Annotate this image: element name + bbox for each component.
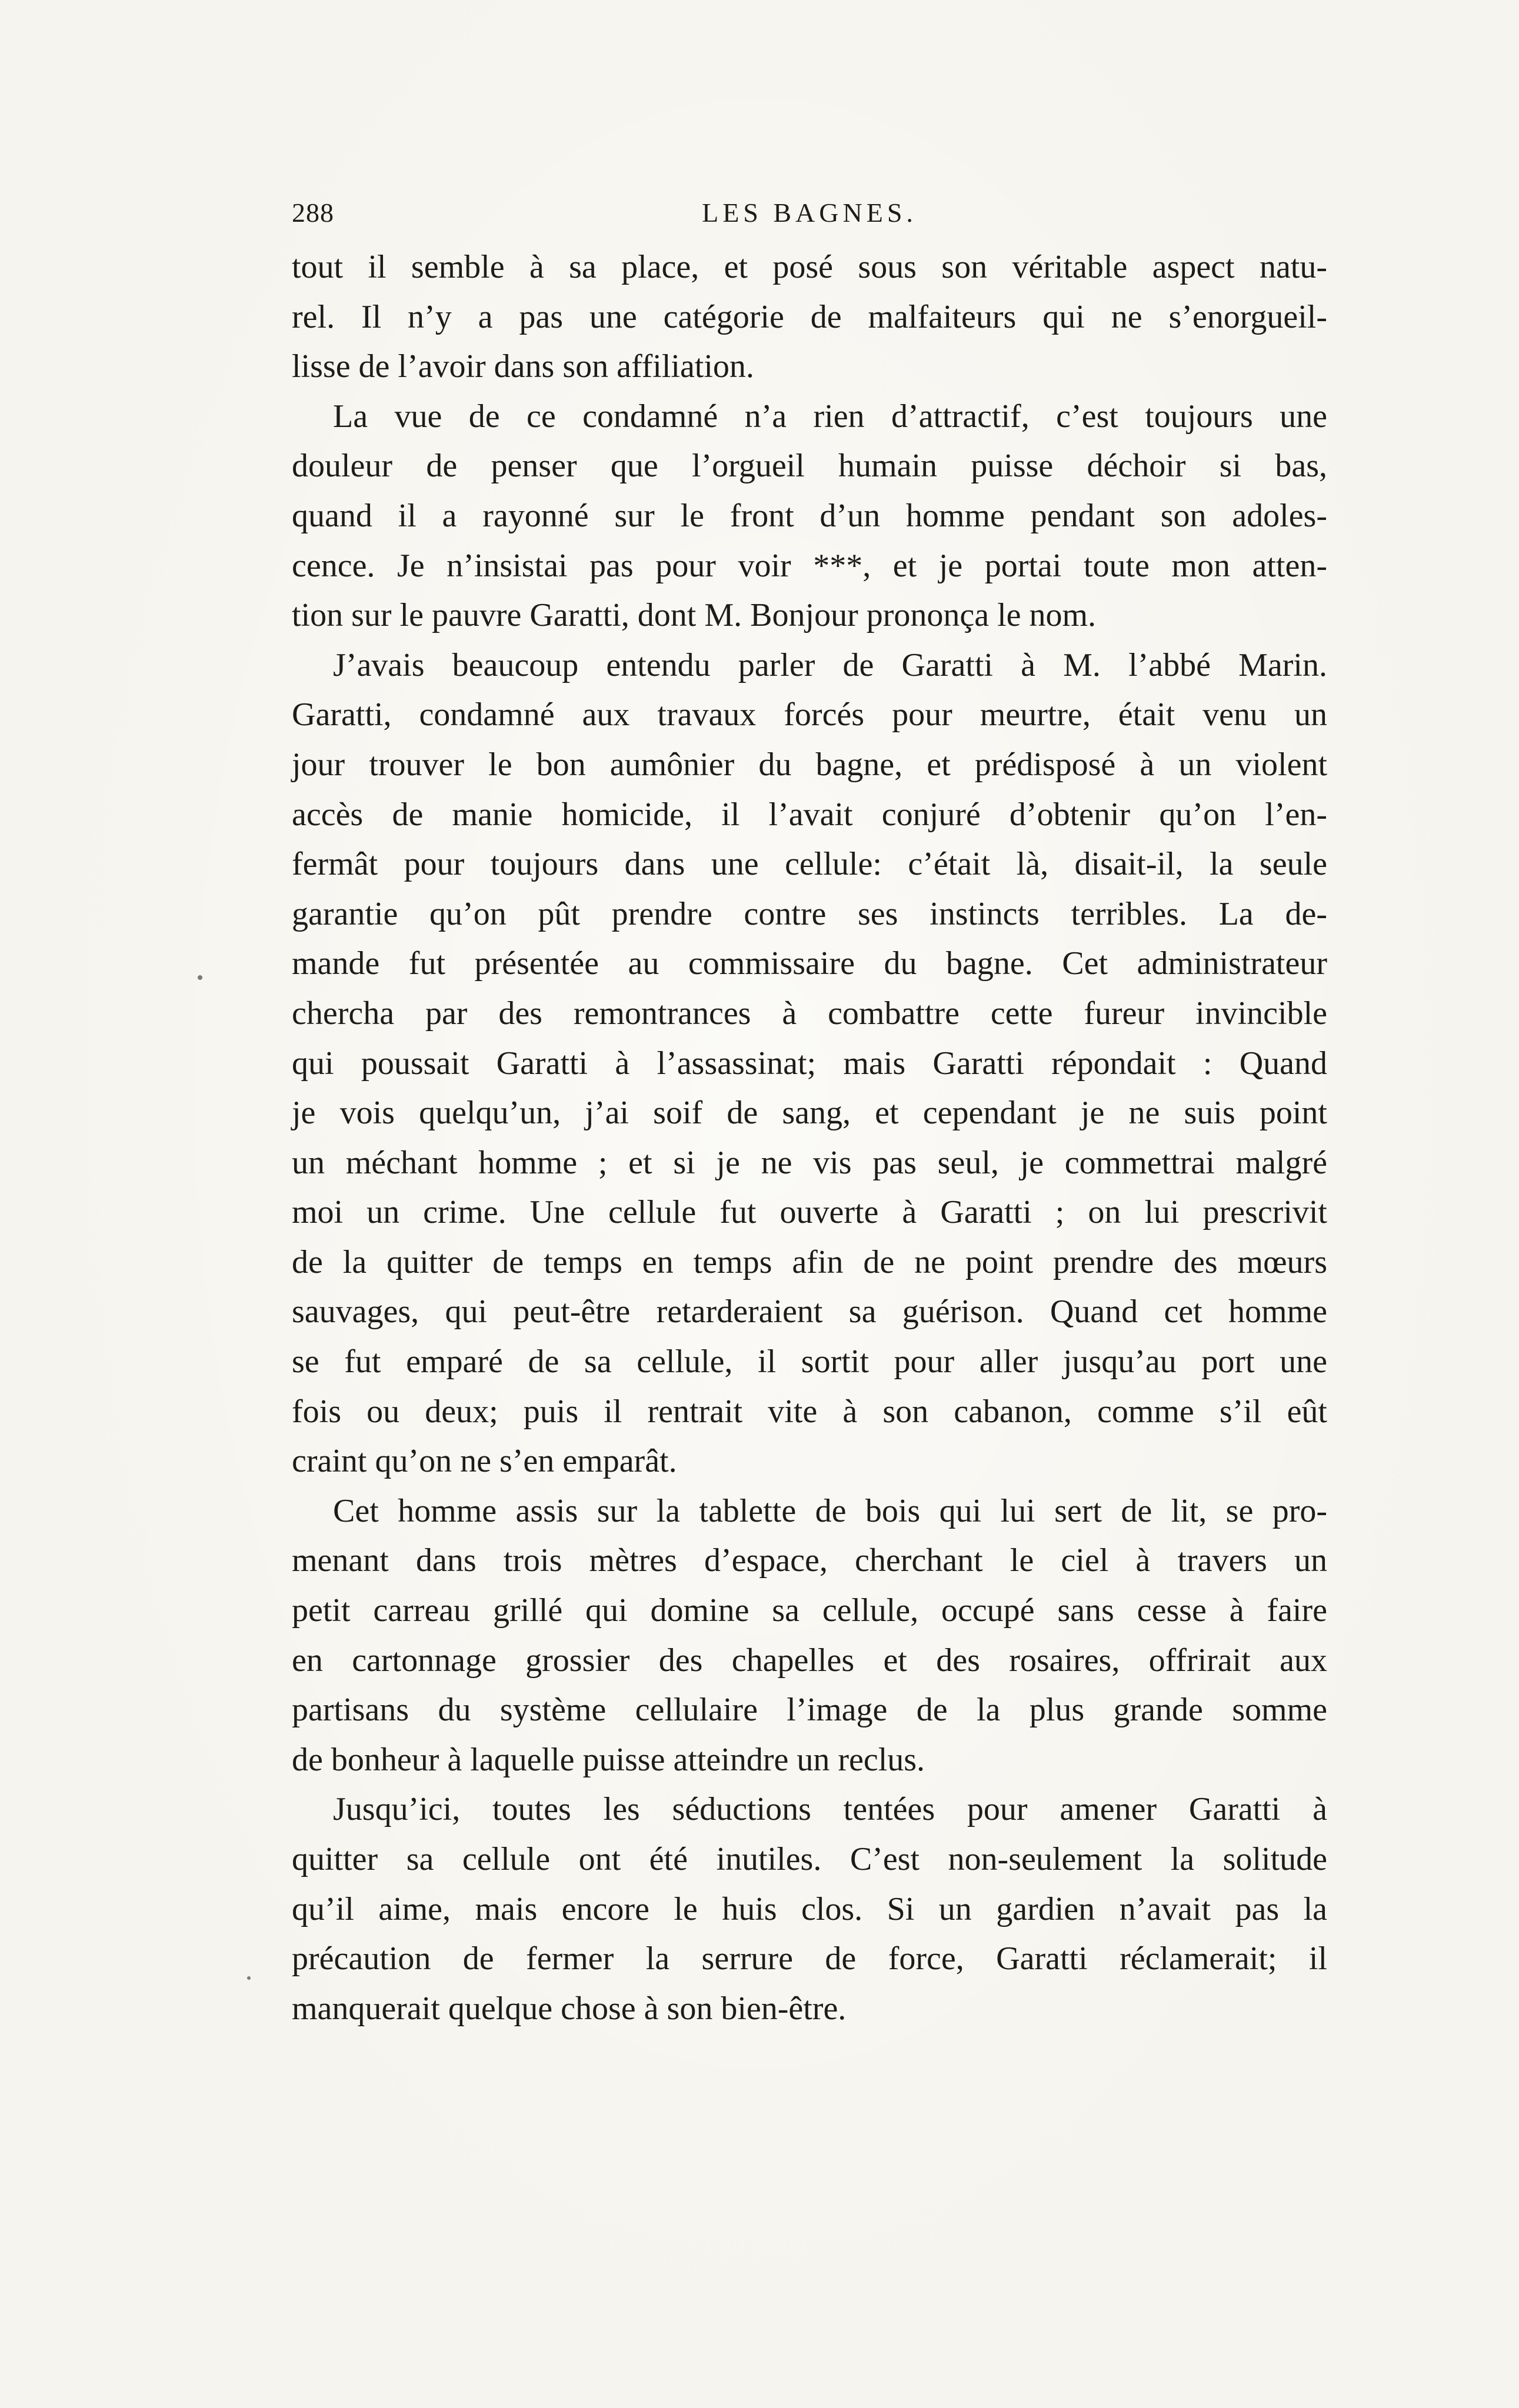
text-line: fois ou deux; puis il rentrait vite à son cabanon, comme s’il eût bbox=[292, 1393, 1327, 1430]
text-line: un méchant homme ; et si je ne vis pas seul, je commettrai malgré bbox=[292, 1144, 1327, 1181]
text-line: craint qu’on ne s’en emparât. bbox=[292, 1443, 677, 1480]
text-line: jour trouver le bon aumônier du bagne, et prédisposé à un violent bbox=[292, 746, 1327, 783]
text-line: moi un crime. Une cellule fut ouverte à Garatti ; on lui prescrivit bbox=[292, 1194, 1327, 1231]
text-line: tout il semble à sa place, et posé sous son véritable aspect natu- bbox=[292, 249, 1327, 285]
text-line: de la quitter de temps en temps afin de ne point prendre des mœurs bbox=[292, 1243, 1327, 1280]
text-line: mande fut présentée au commissaire du bagne. Cet administrateur bbox=[292, 945, 1327, 982]
text-line: qu’il aime, mais encore le huis clos. Si un gardien n’avait pas la bbox=[292, 1890, 1327, 1927]
page-header bbox=[292, 197, 1327, 232]
paper-speck bbox=[247, 1976, 251, 1980]
text-line: en cartonnage grossier des chapelles et des rosaires, offrirait aux bbox=[292, 1642, 1327, 1679]
text-line: qui poussait Garatti à l’assassinat; mais Garatti répondait : Quand bbox=[292, 1045, 1327, 1082]
text-line: chercha par des remontrances à combattre cette fureur invincible bbox=[292, 995, 1327, 1032]
text-line: se fut emparé de sa cellule, il sortit pour aller jusqu’au port une bbox=[292, 1343, 1327, 1380]
text-line: menant dans trois mètres d’espace, cherchant le ciel à travers un bbox=[292, 1542, 1327, 1579]
text-line: manquerait quelque chose à son bien-être. bbox=[292, 1990, 847, 2027]
text-line: cence. Je n’insistai pas pour voir ***, et je portai toute mon atten- bbox=[292, 547, 1327, 584]
text-line: J’avais beaucoup entendu parler de Garatti à M. l’abbé Marin. bbox=[333, 646, 1327, 683]
text-line: Jusqu’ici, toutes les séductions tentées pour amener Garatti à bbox=[333, 1791, 1327, 1828]
text-line: La vue de ce condamné n’a rien d’attractif, c’est toujours une bbox=[333, 398, 1327, 435]
running-title: LES BAGNES. bbox=[702, 198, 917, 228]
text-line: rel. Il n’y a pas une catégorie de malfaiteurs qui ne s’enorgueil- bbox=[292, 298, 1327, 335]
text-line: fermât pour toujours dans une cellule: c’était là, disait-il, la seule bbox=[292, 846, 1327, 883]
paper-speck bbox=[198, 975, 202, 980]
text-line: petit carreau grillé qui domine sa cellule, occupé sans cesse à faire bbox=[292, 1592, 1327, 1629]
page-number: 288 bbox=[292, 198, 334, 228]
text-line: lisse de l’avoir dans son affiliation. bbox=[292, 348, 754, 385]
text-line: quitter sa cellule ont été inutiles. C’est non-seulement la solitude bbox=[292, 1841, 1327, 1877]
text-line: garantie qu’on pût prendre contre ses instincts terribles. La de- bbox=[292, 895, 1327, 932]
text-line: Garatti, condamné aux travaux forcés pour meurtre, était venu un bbox=[292, 696, 1327, 733]
text-line: sauvages, qui peut-être retarderaient sa guérison. Quand cet homme bbox=[292, 1293, 1327, 1330]
text-line: tion sur le pauvre Garatti, dont M. Bonjour prononça le nom. bbox=[292, 597, 1097, 634]
body-text bbox=[292, 242, 1327, 2033]
text-line: accès de manie homicide, il l’avait conjuré d’obtenir qu’on l’en- bbox=[292, 796, 1327, 833]
text-line: quand il a rayonné sur le front d’un homme pendant son adoles- bbox=[292, 497, 1327, 534]
text-line: partisans du système cellulaire l’image de la plus grande somme bbox=[292, 1692, 1327, 1729]
text-line: douleur de penser que l’orgueil humain puisse déchoir si bas, bbox=[292, 448, 1327, 485]
text-line: je vois quelqu’un, j’ai soif de sang, et cependant je ne suis point bbox=[292, 1095, 1327, 1132]
text-line: précaution de fermer la serrure de force, Garatti réclamerait; il bbox=[292, 1940, 1327, 1977]
text-line: Cet homme assis sur la tablette de bois qui lui sert de lit, se pro- bbox=[333, 1492, 1327, 1529]
text-line: de bonheur à laquelle puisse atteindre un reclus. bbox=[292, 1741, 925, 1778]
